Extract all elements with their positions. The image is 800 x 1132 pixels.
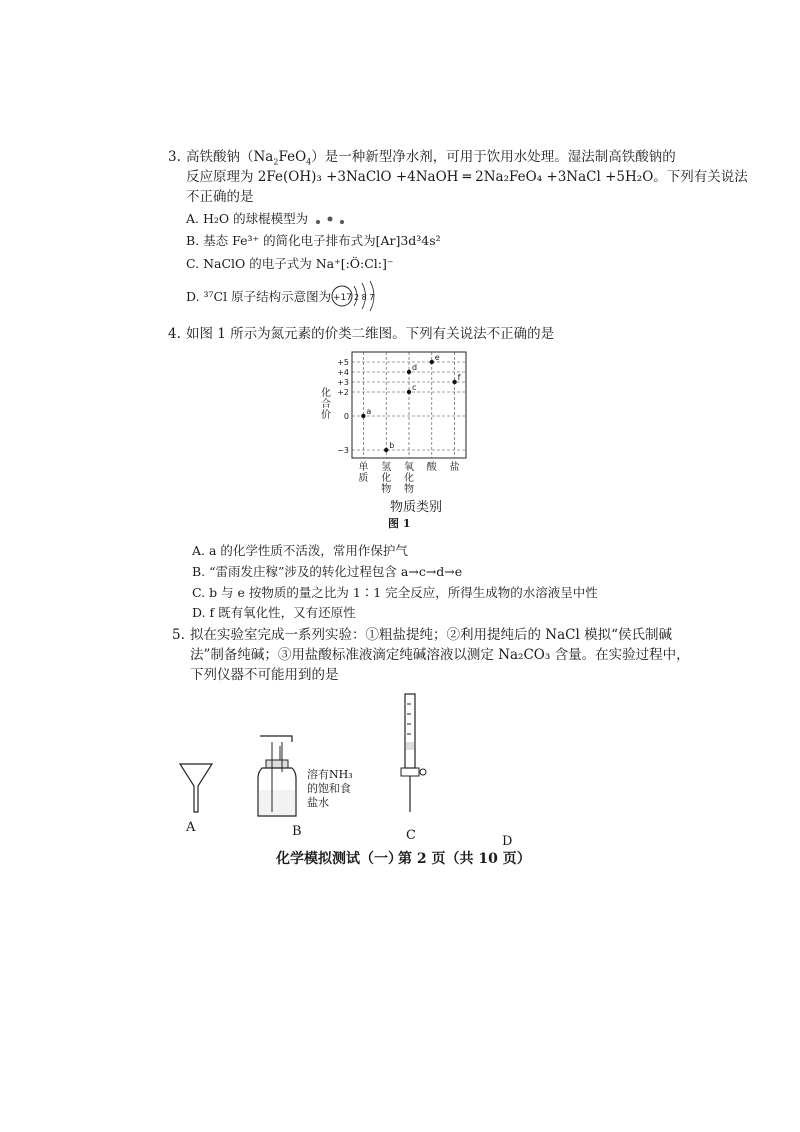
x-tick-label: 酸: [426, 462, 437, 473]
y-tick-label: +5: [337, 358, 349, 367]
y-axis-label: 价: [321, 410, 331, 421]
data-point-b: [384, 448, 388, 452]
chlorine-atom-structure-diagram: [330, 278, 390, 314]
x-tick-label: 质: [358, 473, 369, 484]
x-tick-label: 物: [404, 484, 414, 495]
q3-option-c: C. NaClO 的电子式为 Na⁺[:Ö:Cl:]⁻: [186, 256, 394, 271]
data-point-c: [407, 390, 411, 394]
data-point-label-f: f: [457, 373, 461, 382]
water-ball-stick-model: [312, 214, 348, 226]
y-tick-label: −3: [337, 446, 349, 455]
x-tick-label: 氧: [404, 462, 414, 473]
q4-number: 4.: [168, 326, 181, 342]
q3-line1: 高铁酸钠$(Na_2FeO_4)$是一种新型净水剂，可用于饮用水处理。湿法制高铁酸钠的: [186, 149, 676, 167]
gas-washing-bottle: [250, 732, 310, 822]
data-point-a: [361, 414, 365, 418]
y-axis-label: 化: [321, 388, 331, 399]
bottle-label: 溶有NH₃ 的饱和食 盐水: [307, 768, 353, 809]
x-tick-label: 化: [404, 473, 414, 484]
q3-line2: 反应原理为 2Fe(OH)₃ +3NaClO +4NaOH ═ 2Na₂FeO₄ +3NaCl +5H₂O。下列有关说法: [186, 169, 748, 185]
data-point-label-d: d: [412, 363, 418, 372]
label-d: D: [502, 834, 513, 849]
label-c: C: [406, 828, 416, 843]
burette-apparatus: [395, 692, 431, 822]
q5-line3: 下列仪器不可能用到的是: [190, 667, 339, 683]
data-point-label-a: a: [366, 407, 372, 416]
data-point-label-b: b: [389, 441, 395, 450]
q4-stem: 如图 1 所示为氮元素的价类二维图。下列有关说法不正确的是: [186, 326, 555, 342]
q5-number: 5.: [172, 627, 185, 643]
data-point-d: [407, 370, 411, 374]
y-tick-label: +2: [337, 388, 349, 397]
q3-number: 3.: [168, 149, 181, 165]
x-tick-label: 化: [381, 473, 392, 484]
x-tick-label: 氢: [381, 462, 392, 473]
y-tick-label: +3: [337, 378, 349, 387]
y-tick-label: 0: [343, 412, 349, 421]
chart-xlabel: 物质类别: [390, 500, 443, 515]
q4-option-a: A. a 的化学性质不活泼，常用作保护气: [192, 543, 408, 558]
q3-option-b: B. 基态 Fe³⁺ 的简化电子排布式为[Ar]3d³4s²: [186, 233, 441, 248]
q3-option-d: D. ³⁷Cl 原子结构示意图为: [186, 289, 332, 304]
x-tick-label: 单: [358, 462, 369, 473]
y-tick-label: +4: [337, 368, 349, 377]
chart-svg: [318, 340, 478, 520]
footer-title: 化学模拟测试（一）: [276, 851, 402, 867]
y-axis-label: 合: [321, 399, 331, 410]
atom-nucleus-label: +17: [333, 293, 352, 303]
label-a: A: [186, 820, 196, 835]
q3-option-a: A. H₂O 的球棍模型为: [186, 210, 348, 228]
q3-line3: 不正确的是: [186, 189, 254, 205]
data-point-f: [452, 380, 456, 384]
q5-line2: 法”制备纯碱；③用盐酸标准液滴定纯碱溶液以测定 Na₂CO₃ 含量。在实验过程中，: [190, 647, 690, 663]
data-point-e: [430, 360, 434, 364]
q4-option-c: C. b 与 e 按物质的量之比为 1∶1 完全反应，所得生成物的水溶液呈中性: [192, 585, 598, 600]
q4-option-b: B. “雷雨发庄稼”涉及的转化过程包含 a→c→d→e: [192, 564, 463, 579]
figure-caption: 图 1: [388, 517, 411, 530]
x-tick-label: 盐: [449, 462, 460, 473]
label-b: B: [292, 824, 302, 839]
footer-page: 第 2 页（共 10 页）: [398, 851, 531, 867]
x-tick-label: 物: [381, 484, 392, 495]
data-point-label-e: e: [434, 353, 440, 362]
nitrogen-valence-chart: [318, 340, 478, 520]
data-point-label-c: c: [412, 383, 417, 392]
q4-option-d: D. f 既有氧化性，又有还原性: [192, 605, 356, 620]
atom-shell-label: 2 8 7: [354, 293, 375, 302]
q5-line1: 拟在实验室完成一系列实验：①粗盐提纯；②利用提纯后的 NaCl 模拟“侯氏制碱: [190, 627, 672, 643]
funnel-apparatus: [178, 760, 214, 820]
